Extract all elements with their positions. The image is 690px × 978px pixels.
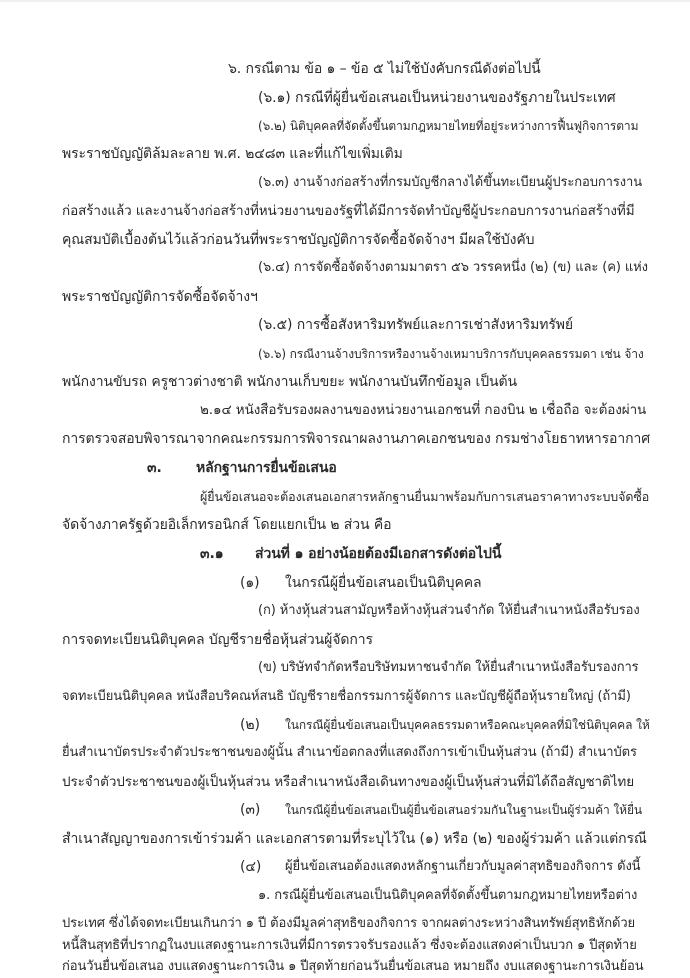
item-number: (๔) [240,859,262,875]
scan-edge [0,0,690,2]
text-line: คุณสมบัติเบื้องต้นไว้แล้วก่อนวันที่พระราชบัญญัติการจัดซื้อจัดจ้างฯ มีผลใช้บังคับ [62,232,535,248]
subsection-number: ๓.๑ [200,546,224,562]
text-line: (๖.๖) กรณีงานจ้างบริการหรืองานจ้างเหมาบริการกับบุคคลธรรมดา เช่น จ้าง [258,347,644,361]
text-line: ในกรณีผู้ยื่นข้อเสนอเป็นผู้ยื่นข้อเสนอร่วมกันในฐานะเป็นผู้ร่วมค้า ให้ยื่น [285,803,643,817]
text-line: ผู้ยื่นข้อเสนอจะต้องเสนอเอกสารหลักฐานยื่นมาพร้อมกับการเสนอราคาทางระบบจัดซื้อ [200,489,650,504]
text-line: จดทะเบียนนิติบุคคล หนังสือบริคณห์สนธิ บัญชีรายชื่อกรรมการผู้จัดการ และบัญชีผู้ถือหุ้นรายใหญ่ (ถ้ามี) [62,689,631,704]
section-heading: หลักฐานการยื่นข้อเสนอ [196,460,337,476]
text-line: ในกรณีผู้ยื่นข้อเสนอเป็นนิติบุคคล [285,575,482,591]
text-line: พนักงานขับรถ ครูชาวต่างชาติ พนักงานเก็บขยะ พนักงานบันทึกข้อมูล เป็นต้น [62,374,517,390]
text-line: ก่อสร้างแล้ว และงานจ้างก่อสร้างที่หน่วยงานของรัฐที่ได้มีการจัดทำบัญชีผู้ประกอบการงานก่อสร้างที่มี [62,203,635,219]
item-number: (๓) [240,802,261,818]
text-line: (๖.๔) การจัดซื้อจัดจ้างตามมาตรา ๕๖ วรรคหนึ่ง (๒) (ข) และ (ค) แห่ง [258,260,648,275]
text-line: การจดทะเบียนนิติบุคคล บัญชีรายชื่อหุ้นส่วนผู้จัดการ [62,632,373,648]
text-line: (๖.๒) นิติบุคคลที่จัดตั้งขึ้นตามกฎหมายไทยที่อยู่ระหว่างการฟื้นฟูกิจการตาม [258,119,639,133]
text-line: ประจำตัวประชาชนของผู้เป็นหุ้นส่วน หรือสำเนาหนังสือเดินทางของผู้เป็นหุ้นส่วนที่มิได้ถือสัญชาติไทย [62,774,634,790]
text-line: ในกรณีผู้ยื่นข้อเสนอเป็นบุคคลธรรมดาหรือคณะบุคคลที่มิใช่นิติบุคคล ให้ [285,718,650,732]
text-line: ๑. กรณีผู้ยื่นข้อเสนอเป็นนิติบุคคลที่จัดตั้งขึ้นตามกฎหมายไทยหรือต่าง [258,888,638,903]
text-line: สำเนาสัญญาของการเข้าร่วมค้า และเอกสารตามที่ระบุไว้ใน (๑) หรือ (๒) ของผู้ร่วมค้า แล้วแต่กรณี [62,831,647,847]
section-number: ๓. [147,460,162,476]
text-line: ๒.๑๔ หนังสือรับรองผลงานของหน่วยงานเอกชนที่ กองบิน ๒ เชื่อถือ จะต้องผ่าน [200,402,647,418]
text-line: พระราชบัญญัติล้มละลาย พ.ศ. ๒๔๘๓ และที่แก้ไขเพิ่มเติม [62,146,403,162]
text-line: พระราชบัญญัติการจัดซื้อจัดจ้างฯ [62,289,258,305]
text-line: ๖. กรณีตาม ข้อ ๑ – ข้อ ๕ ไม่ใช้บังคับกรณีดังต่อไปนี้ [228,61,541,77]
text-line: การตรวจสอบพิจารณาจากคณะกรรมการพิจารณาผลงานภาคเอกชนของ กรมช่างโยธาทหารอากาศ [62,431,651,447]
text-line: (ก) ห้างหุ้นส่วนสามัญหรือห้างหุ้นส่วนจำกัด ให้ยื่นสำเนาหนังสือรับรอง [258,603,640,618]
text-line: ก่อนวันยื่นข้อเสนอ งบแสดงฐานะการเงิน ๑ ปีสุดท้ายก่อนวันยื่นข้อเสนอ หมายถึง งบแสดงฐานะการเงินย้อน [62,959,644,974]
text-line: (ข) บริษัทจำกัดหรือบริษัทมหาชนจำกัด ให้ยื่นสำเนาหนังสือรับรองการ [258,660,639,675]
text-line: (๖.๓) งานจ้างก่อสร้างที่กรมบัญชีกลางได้ขึ้นทะเบียนผู้ประกอบการงาน [258,175,642,190]
subsection-heading: ส่วนที่ ๑ อย่างน้อยต้องมีเอกสารดังต่อไปนี้ [255,546,502,562]
text-line: (๖.๕) การซื้อสังหาริมทรัพย์และการเช่าสังหาริมทรัพย์ [258,317,573,333]
item-number: (๒) [240,717,260,733]
text-line: ผู้ยื่นข้อเสนอต้องแสดงหลักฐานเกี่ยวกับมูลค่าสุทธิของกิจการ ดังนี้ [285,859,641,874]
text-line: ประเทศ ซึ่งได้จดทะเบียนเกินกว่า ๑ ปี ต้องมีมูลค่าสุทธิของกิจการ จากผลต่างระหว่างสินทรัพย์สุทธิหักด้วย [62,916,636,931]
item-number: (๑) [240,575,260,591]
text-line: (๖.๑) กรณีที่ผู้ยื่นข้อเสนอเป็นหน่วยงานของรัฐภายในประเทศ [258,90,616,106]
text-line: จัดจ้างภาครัฐด้วยอิเล็กทรอนิกส์ โดยแยกเป็น ๒ ส่วน คือ [62,517,392,533]
text-line: หนี้สินสุทธิที่ปรากฏในงบแสดงฐานะการเงินที่มีการตรวจรับรองแล้ว ซึ่งจะต้องแสดงค่าเป็นบวก ๑ ปีสุดท้าย [62,938,637,953]
text-line: ยื่นสำเนาบัตรประจำตัวประชาชนของผู้นั้น สำเนาข้อตกลงที่แสดงถึงการเข้าเป็นหุ้นส่วน (ถ้ามี) สำเนาบัตร [62,745,637,760]
